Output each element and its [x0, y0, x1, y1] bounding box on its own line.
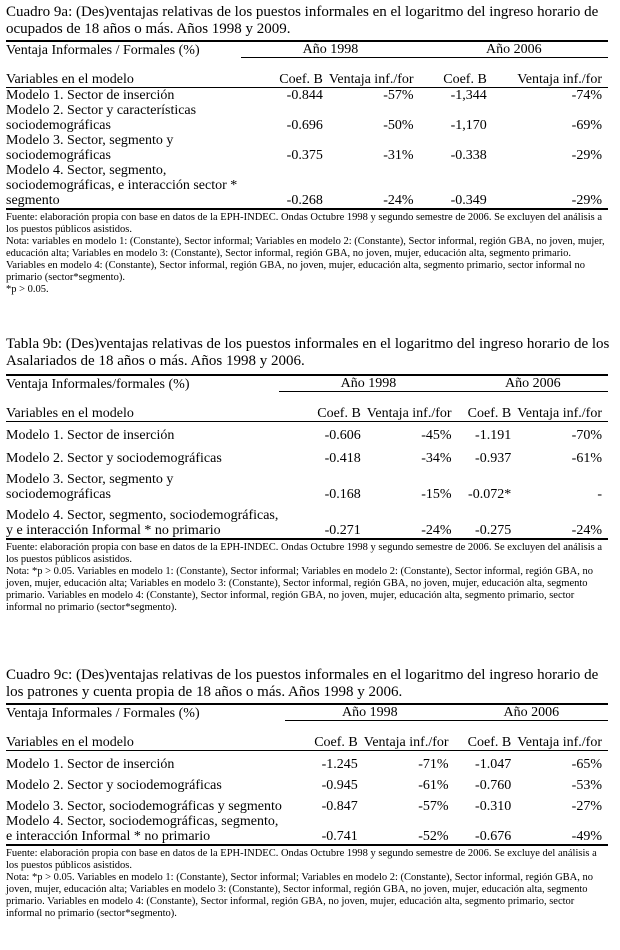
ventaja-1998: -50% — [383, 117, 414, 133]
ventaja-2006: -27% — [571, 798, 602, 814]
ventaja-2006: -29% — [571, 192, 602, 208]
row-label: Modelo 1. Sector de inserción — [6, 427, 175, 443]
ventaja-2006: -70% — [571, 427, 602, 443]
year-2006: Año 2006 — [420, 41, 608, 58]
row-label: Modelo 4. Sector, segmento, sociodemográficas, e interacción sector * segmento — [6, 162, 238, 208]
ventaja-1998: -34% — [421, 450, 452, 466]
year-1998: Año 1998 — [279, 375, 457, 392]
table-row — [6, 443, 608, 466]
ventaja-1998: -52% — [418, 828, 449, 844]
source-note: Fuente: elaboración propia con base en datos de la EPH-INDEC. Ondas Octubre 1998 y segundo semestre de 2006. Se excluyen del análisis a los puestos públicos asistidos. — [6, 211, 603, 235]
ventaja-2006: -53% — [571, 777, 602, 793]
table-notes — [6, 542, 610, 614]
col-coef: Coef. B — [467, 734, 512, 750]
coef-2006: -0.676 — [475, 828, 512, 844]
table-row — [6, 502, 608, 539]
row-label: Modelo 3. Sector, segmento y sociodemográficas — [6, 132, 174, 163]
coef-2006: -1,170 — [450, 117, 487, 133]
col-variables: Variables en el modelo — [6, 405, 134, 421]
row-label: Modelo 2. Sector y sociodemográficas — [6, 450, 222, 466]
ventaja-2006: -74% — [571, 87, 602, 103]
row-label: Modelo 2. Sector y sociodemográficas — [6, 777, 222, 793]
coef-2006: -0.310 — [475, 798, 512, 814]
coef-2006: -0.937 — [475, 450, 512, 466]
coef-1998: -1.245 — [321, 756, 358, 772]
col-ventaja: Ventaja inf./for — [328, 71, 414, 87]
col-coef: Coef. B — [314, 734, 358, 750]
col-coef: Coef. B — [443, 71, 487, 87]
col-coef: Coef. B — [317, 405, 361, 421]
table-row — [6, 772, 608, 793]
ventaja-1998: -31% — [383, 147, 414, 163]
row-label: Modelo 2. Sector y características sociodemográficas — [6, 102, 197, 133]
table-row — [6, 133, 608, 163]
table-row — [6, 750, 608, 772]
source-note: Fuente: elaboración propia con base en datos de la EPH-INDEC. Ondas Octubre 1998 y segundo semestre de 2006. Se excluyen del análisis a los puestos públicos asistidos. — [6, 541, 603, 565]
ventaja-2006: -49% — [571, 828, 602, 844]
ventaja-2006: -24% — [571, 522, 602, 538]
coef-2006: -0.072* — [468, 486, 512, 502]
row-label: Modelo 3. Sector, sociodemográficas y segmento — [6, 798, 282, 814]
table-9c-section — [6, 667, 610, 920]
coef-1998: -0.847 — [321, 798, 358, 814]
table-row — [6, 814, 608, 845]
ventaja-2006: -69% — [571, 117, 602, 133]
ventaja-1998: -71% — [418, 756, 449, 772]
significance-note: *p > 0.05. — [6, 283, 49, 295]
year-1998: Año 1998 — [285, 704, 454, 721]
ventaja-1998: -24% — [421, 522, 452, 538]
header-left: Ventaja Informales / Formales (%) — [6, 705, 200, 721]
ventaja-2006: -65% — [571, 756, 602, 772]
table-row — [6, 466, 608, 502]
ventaja-2006: - — [597, 486, 602, 502]
col-ventaja: Ventaja inf./for — [517, 405, 602, 421]
table-9b-section — [6, 336, 610, 614]
coef-1998: -0.844 — [286, 87, 323, 103]
variables-note: Nota: variables en modelo 1: (Constante), Sector informal; Variables en modelo 2: (Constante), Sector informal, región GBA, no joven, mujer, educación alta; Variables en modelo 3: (Constante), Sector informal, región GBA, no joven, mujer, educación alta, segmento primario. Variables en modelo 4: (Constante), Sector informal, región GBA, no joven, mujer, educación alta, segmento primario, sector informal no primario (sector*segmento). — [6, 235, 605, 283]
ventaja-1998: -57% — [383, 87, 414, 103]
row-label: Modelo 3. Sector, segmento y sociodemográficas — [6, 471, 174, 502]
ventaja-2006: -61% — [571, 450, 602, 466]
col-ventaja: Ventaja inf./for — [363, 734, 449, 750]
year-1998: Año 1998 — [241, 41, 419, 58]
coef-2006: -0.760 — [475, 777, 512, 793]
col-variables: Variables en el modelo — [6, 734, 134, 750]
coef-1998: -0.271 — [324, 522, 361, 538]
coef-1998: -0.696 — [286, 117, 323, 133]
col-ventaja: Ventaja inf./for — [517, 734, 602, 750]
table-title: Cuadro 9c: (Des)ventajas relativas de los puestos informales en el logaritmo del ingreso horario de los patrones y cuenta propia de 18 años o más. Años 1998 y 2006. — [6, 667, 599, 700]
coef-2006: -0.338 — [450, 147, 487, 163]
ventaja-1998: -24% — [383, 192, 414, 208]
ventaja-1998: -61% — [418, 777, 449, 793]
data-table — [6, 703, 608, 846]
year-2006: Año 2006 — [455, 704, 608, 721]
source-note: Fuente: elaboración propia con base en datos de la EPH-INDEC. Ondas Octubre 1998 y segundo semestre de 2006. Se excluye del análisis a los puestos públicos asistidos. — [6, 847, 597, 871]
coef-1998: -0.268 — [286, 192, 323, 208]
header-left: Ventaja Informales / Formales (%) — [6, 42, 200, 58]
ventaja-1998: -15% — [421, 486, 452, 502]
table-title: Tabla 9b: (Des)ventajas relativas de los puestos informales en el logaritmo del ingreso horario de los Asalariados de 18 años o más. Años 1998 y 2006. — [6, 336, 610, 369]
variables-note: Nota: *p > 0.05. Variables en modelo 1: (Constante), Sector informal; Variables en modelo 2: (Constante), Sector informal, región GBA, no joven, mujer, educación alta; Variables en modelo 3: (Constante), Sector informal, región GBA, no joven, mujer, educación alta, segmento primario. Variables en modelo 4: (Constante), Sector informal, región GBA, no joven, mujer, educación alta, segmento primario, sector informal no primario (sector*segmento). — [6, 871, 593, 919]
variables-note: Nota: *p > 0.05. Variables en modelo 1: (Constante), Sector informal; Variables en modelo 2: (Constante), Sector informal, región GBA, no joven, mujer, educación alta; Variables en modelo 3: (Constante), Sector informal, región GBA, no joven, mujer, educación alta, segmento primario. Variables en modelo 4: (Constante), Sector informal, región GBA, no joven, mujer, educación alta, segmento primario, sector informal no primario (sector*segmento). — [6, 565, 593, 613]
row-label: Modelo 1. Sector de inserción — [6, 87, 175, 103]
coef-1998: -0.375 — [286, 147, 323, 163]
col-coef: Coef. B — [467, 405, 512, 421]
table-9a-section — [6, 4, 610, 296]
data-table — [6, 374, 608, 540]
table-title: Cuadro 9a: (Des)ventajas relativas de los puestos informales en el logaritmo del ingreso horario de ocupados de 18 años o más. Años 1998 y 2009. — [6, 4, 599, 37]
coef-1998: -0.168 — [324, 486, 361, 502]
row-label: Modelo 4. Sector, segmento, sociodemográficas, y e interacción Informal * no primario — [6, 507, 279, 538]
coef-2006: -1,344 — [450, 87, 487, 103]
table-row — [6, 421, 608, 443]
table-row — [6, 163, 608, 209]
table-notes — [6, 212, 610, 296]
ventaja-1998: -45% — [421, 427, 452, 443]
coef-1998: -0.741 — [321, 828, 358, 844]
coef-2006: -0.275 — [475, 522, 512, 538]
table-notes — [6, 848, 610, 920]
col-coef: Coef. B — [279, 71, 323, 87]
coef-1998: -0.418 — [324, 450, 361, 466]
coef-1998: -0.606 — [324, 427, 361, 443]
col-variables: Variables en el modelo — [6, 71, 134, 87]
row-label: Modelo 1. Sector de inserción — [6, 756, 175, 772]
year-2006: Año 2006 — [458, 375, 608, 392]
table-row — [6, 87, 608, 103]
col-ventaja: Ventaja inf./for — [517, 71, 602, 87]
ventaja-1998: -57% — [418, 798, 449, 814]
table-row — [6, 793, 608, 814]
header-left: Ventaja Informales/formales (%) — [6, 376, 190, 392]
col-ventaja: Ventaja inf./for — [366, 405, 452, 421]
coef-1998: -0.945 — [321, 777, 358, 793]
coef-2006: -1.191 — [475, 427, 512, 443]
row-label: Modelo 4. Sector, sociodemográficas, segmento, e interacción Informal * no primario — [6, 813, 279, 844]
table-row — [6, 103, 608, 133]
coef-2006: -0.349 — [450, 192, 487, 208]
data-table — [6, 40, 608, 210]
ventaja-2006: -29% — [571, 147, 602, 163]
coef-2006: -1.047 — [475, 756, 512, 772]
